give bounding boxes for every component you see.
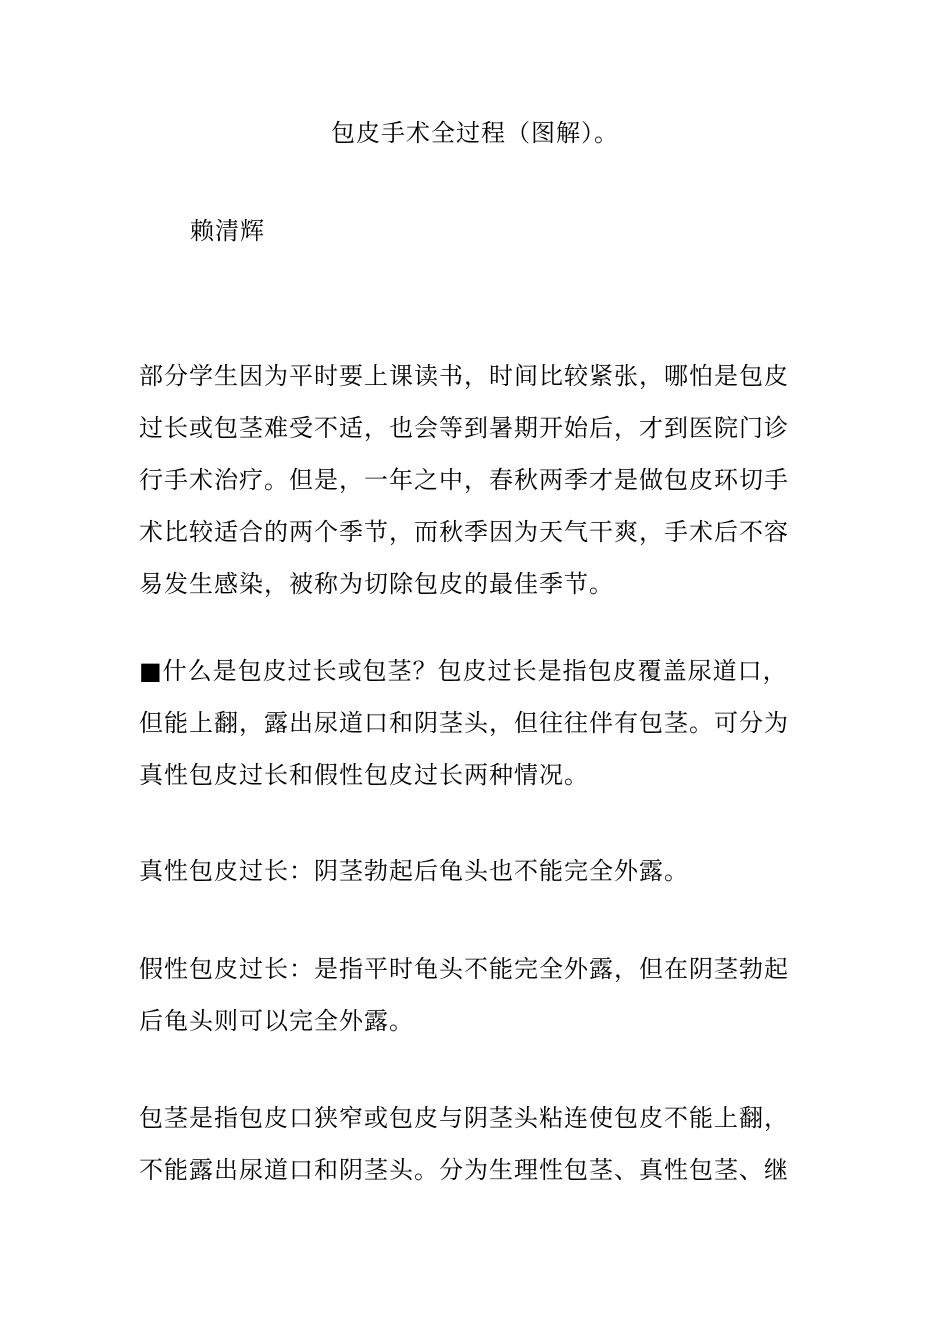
paragraph-line: 真性包皮过长：阴茎勃起后龟头也不能完全外露。	[139, 857, 689, 885]
paragraph-line: 易发生感染，被称为切除包皮的最佳季节。	[139, 570, 614, 598]
paragraph-line: 过长或包茎难受不适，也会等到暑期开始后，才到医院门诊	[139, 414, 789, 442]
document-title: 包皮手术全过程（图解）。	[331, 119, 619, 147]
paragraph-line: 假性包皮过长：是指平时龟头不能完全外露，但在阴茎勃起	[139, 955, 789, 983]
paragraph-line: 后龟头则可以完全外露。	[139, 1007, 414, 1035]
paragraph-false-phimosis	[139, 943, 829, 1047]
document-author: 赖清辉	[190, 217, 265, 245]
paragraph-intro	[139, 350, 829, 610]
paragraph-line: 真性包皮过长和假性包皮过长两种情况。	[139, 761, 589, 789]
paragraph-line: 但能上翻，露出尿道口和阴茎头，但往往伴有包茎。可分为	[139, 709, 789, 737]
paragraph-true-phimosis	[139, 845, 829, 897]
paragraph-line: 包茎是指包皮口狭窄或包皮与阴茎头粘连使包皮不能上翻，	[139, 1104, 789, 1132]
paragraph-phimosis	[139, 1092, 829, 1196]
paragraph-line: 术比较适合的两个季节，而秋季因为天气干爽，手术后不容	[139, 518, 789, 546]
paragraph-line: 行手术治疗。但是，一年之中，春秋两季才是做包皮环切手	[139, 466, 789, 494]
paragraph-line: 部分学生因为平时要上课读书，时间比较紧张，哪怕是包皮	[139, 362, 789, 390]
paragraph-definition	[139, 645, 829, 801]
paragraph-line: ■什么是包皮过长或包茎？包皮过长是指包皮覆盖尿道口，	[139, 657, 788, 685]
paragraph-line: 不能露出尿道口和阴茎头。分为生理性包茎、真性包茎、继	[139, 1156, 789, 1184]
